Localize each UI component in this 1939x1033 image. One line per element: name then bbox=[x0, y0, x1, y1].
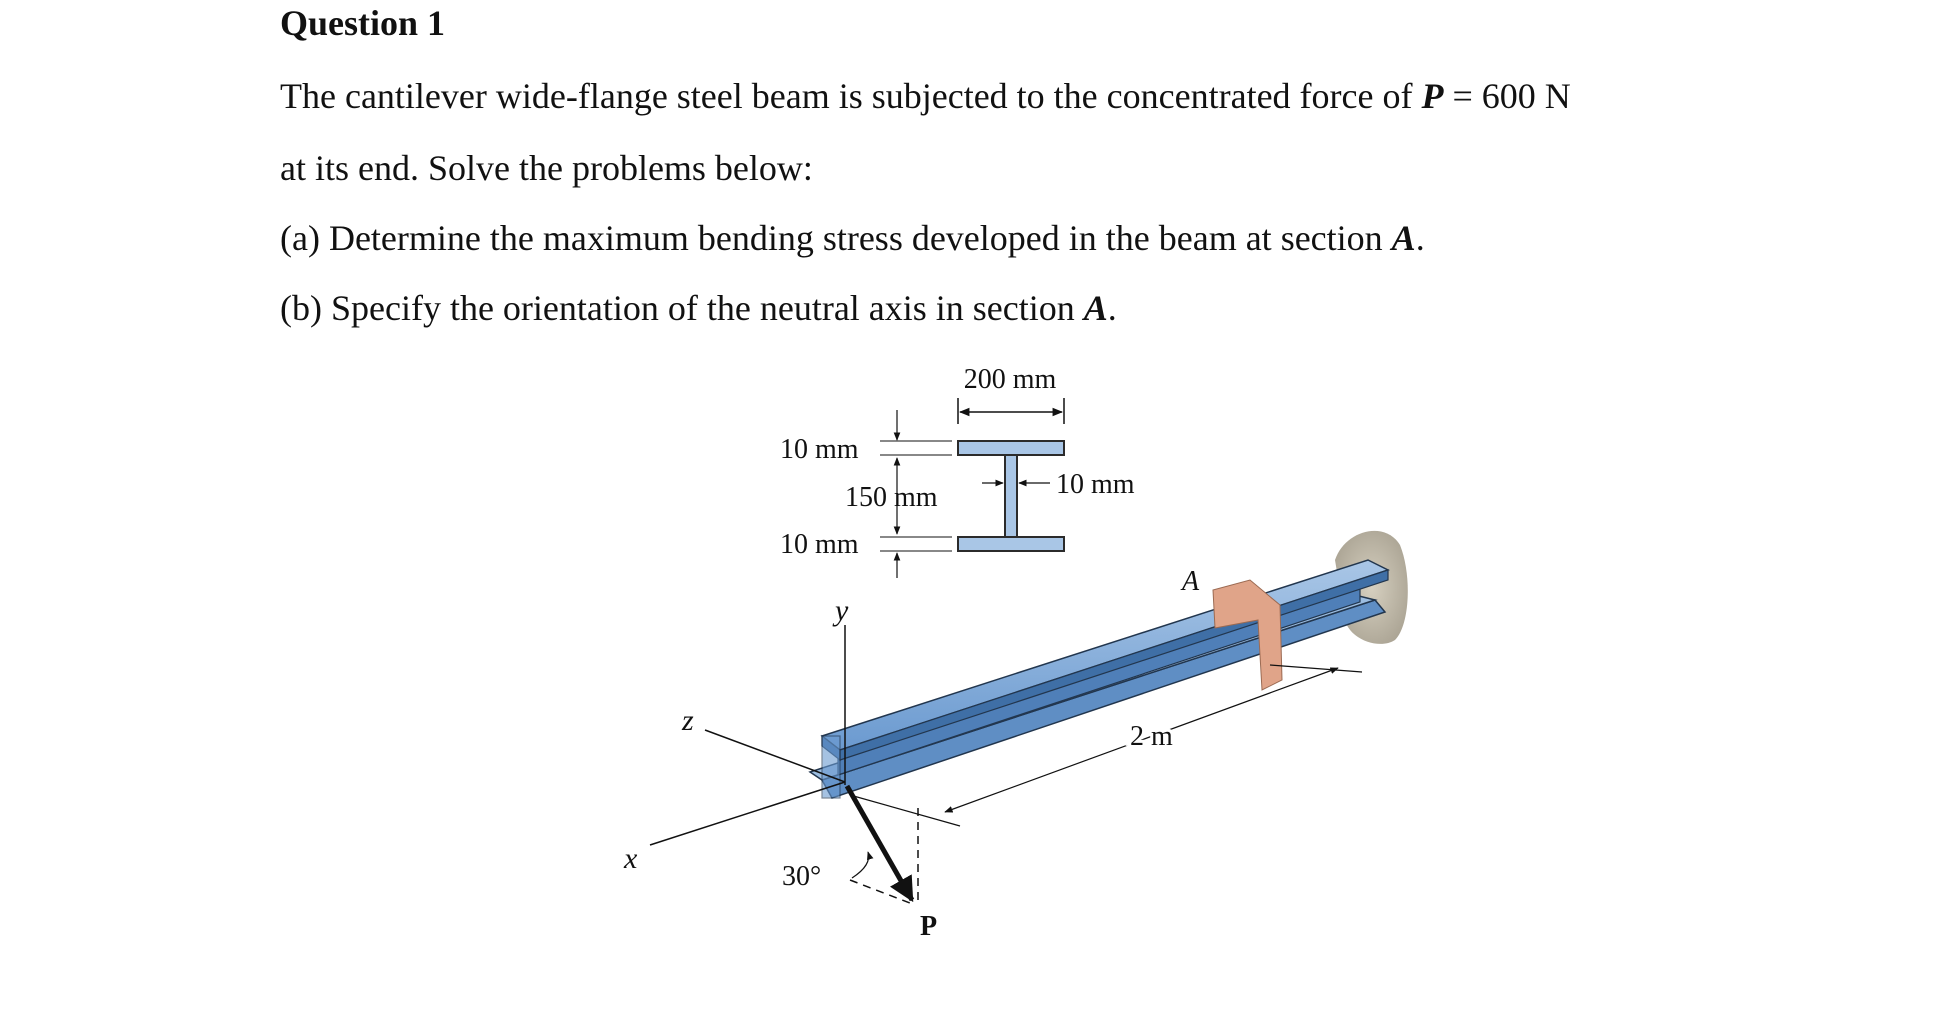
y-axis-label: y bbox=[835, 594, 849, 627]
force-value: = 600 N bbox=[1443, 76, 1571, 116]
statement-text: The cantilever wide-flange steel beam is subjected to the concentrated force of bbox=[280, 76, 1422, 116]
part-a-end: . bbox=[1415, 218, 1425, 258]
angle-arc bbox=[852, 852, 869, 878]
section-a-label: A bbox=[1182, 566, 1200, 597]
question-title: Question 1 bbox=[280, 3, 446, 43]
length-label: 2 m bbox=[1130, 721, 1173, 752]
x-axis-label: x bbox=[624, 842, 638, 875]
web bbox=[1005, 455, 1017, 537]
bottom-flange bbox=[958, 537, 1064, 551]
flange-width-label: 200 mm bbox=[963, 364, 1057, 395]
web-thickness-label: 10 mm bbox=[1056, 469, 1135, 500]
force-variable: P bbox=[1421, 76, 1444, 116]
part-a-text: (a) Determine the maximum bending stress developed in the beam at section bbox=[280, 218, 1392, 258]
section-variable: A bbox=[1391, 218, 1416, 258]
coordinate-axes bbox=[623, 594, 849, 875]
beam bbox=[810, 560, 1388, 798]
cross-section bbox=[780, 364, 1135, 578]
problem-statement-line-2: at its end. Solve the problems below: bbox=[280, 148, 813, 188]
z-axis-label: z bbox=[682, 704, 694, 737]
section-variable: A bbox=[1083, 288, 1108, 328]
bottom-flange-thickness-label: 10 mm bbox=[780, 529, 859, 560]
top-flange bbox=[958, 441, 1064, 455]
top-flange-thickness-label: 10 mm bbox=[780, 434, 859, 465]
part-b-end: . bbox=[1107, 288, 1117, 328]
angle-label: 30° bbox=[782, 861, 822, 892]
force-label: P bbox=[920, 911, 938, 942]
part-b-text: (b) Specify the orientation of the neutral axis in section bbox=[280, 288, 1084, 328]
web-height-label: 150 mm bbox=[845, 482, 938, 513]
